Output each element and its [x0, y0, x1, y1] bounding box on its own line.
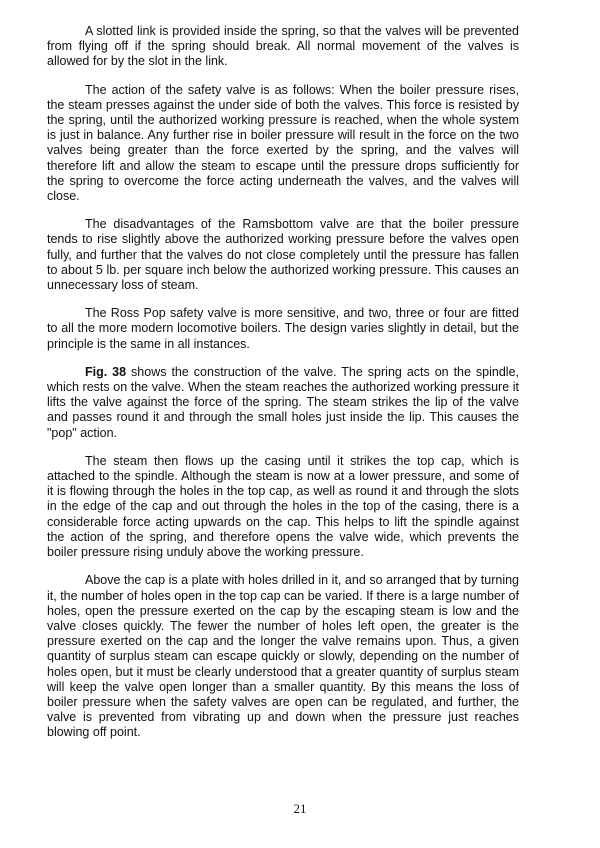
paragraph-slotted-link [47, 24, 519, 70]
paragraph-text: The steam then flows up the casing until it strikes the top cap, which is attached to the spindle. Although the steam is now at a lower pressure, and some of it is flowing through the holes in the top cap, as well as round it and through the slots in the edge of the cap and out through the holes in the top of the casing, there is a considerable force acting upwards on the cap. This helps to lift the spindle against the action of the spring, and therefore opens the valve wide, which prevents the boiler pressure rising unduly above the working pressure. [47, 453, 519, 560]
page-number: 21 [293, 801, 307, 816]
paragraph-steam-flow [47, 454, 519, 560]
figure-reference: Fig. 38 [85, 364, 127, 379]
paragraph-ross-pop-valve [47, 306, 519, 352]
paragraph-text: The action of the safety valve is as follows: When the boiler pressure rises, the steam presses against the under side of both the valves. This force is resisted by the spring, until the authorized working pressure is reached, when the whole system is just in balance. Any further rise in boiler pressure will result in the force on the two valves being greater than the force exerted by the spring, and the valves will therefore lift and allow the steam to escape until the pressure drops sufficiently for the spring to overcome the force acting underneath the valves, and the valves will close. [47, 82, 519, 204]
paragraph-text: A slotted link is provided inside the spring, so that the valves will be prevented from flying off if the spring should break. All normal movement of the valves is allowed for by the slot in the link. [47, 24, 519, 69]
paragraph-cap-plate [47, 573, 519, 740]
paragraph-text: Above the cap is a plate with holes drilled in it, and so arranged that by turning it, the number of holes open in the top cap can be varied. If there is a large number of holes, open the pressure exerted on the cap by the escaping steam is low and the valve closes quickly. The fewer the number of holes left open, the greater is the pressure exerted on the cap and the longer the valve remains upon. Thus, a given quantity of surplus steam can escape quickly or slowly, depending on the number of holes open, but it must be clearly understood that a greater quantity of surplus steam will keep the valve open longer than a smaller quantity. By this means the loss of boiler pressure when the safety valves are open can be regulated, and further, the valve is prevented from vibrating up and down when the pressure just reaches blowing off point. [47, 573, 519, 740]
page-body [47, 24, 519, 754]
paragraph-ramsbottom-disadvantages [47, 217, 519, 293]
paragraph-text: The disadvantages of the Ramsbottom valve are that the boiler pressure tends to rise slightly above the authorized working pressure before the valves open fully, and further that the valves do not close completely until the pressure has fallen to about 5 lb. per square inch below the authorized working pressure. This causes an unnecessary loss of steam. [47, 217, 519, 293]
paragraph-fig-38 [47, 365, 519, 441]
paragraph-safety-valve-action [47, 83, 519, 205]
paragraph-text: shows the construction of the valve. The spring acts on the spindle, which rests on the valve. When the steam reaches the authorized working pressure it lifts the valve against the force of the spring. The steam strikes the lip of the valve and passes round it and through the small holes just inside the lip. This causes the "pop" action. [47, 364, 520, 440]
paragraph-text: The Ross Pop safety valve is more sensitive, and two, three or four are fitted to all the more modern locomotive boilers. The design varies slightly in detail, but the principle is the same in all instances. [47, 306, 519, 351]
